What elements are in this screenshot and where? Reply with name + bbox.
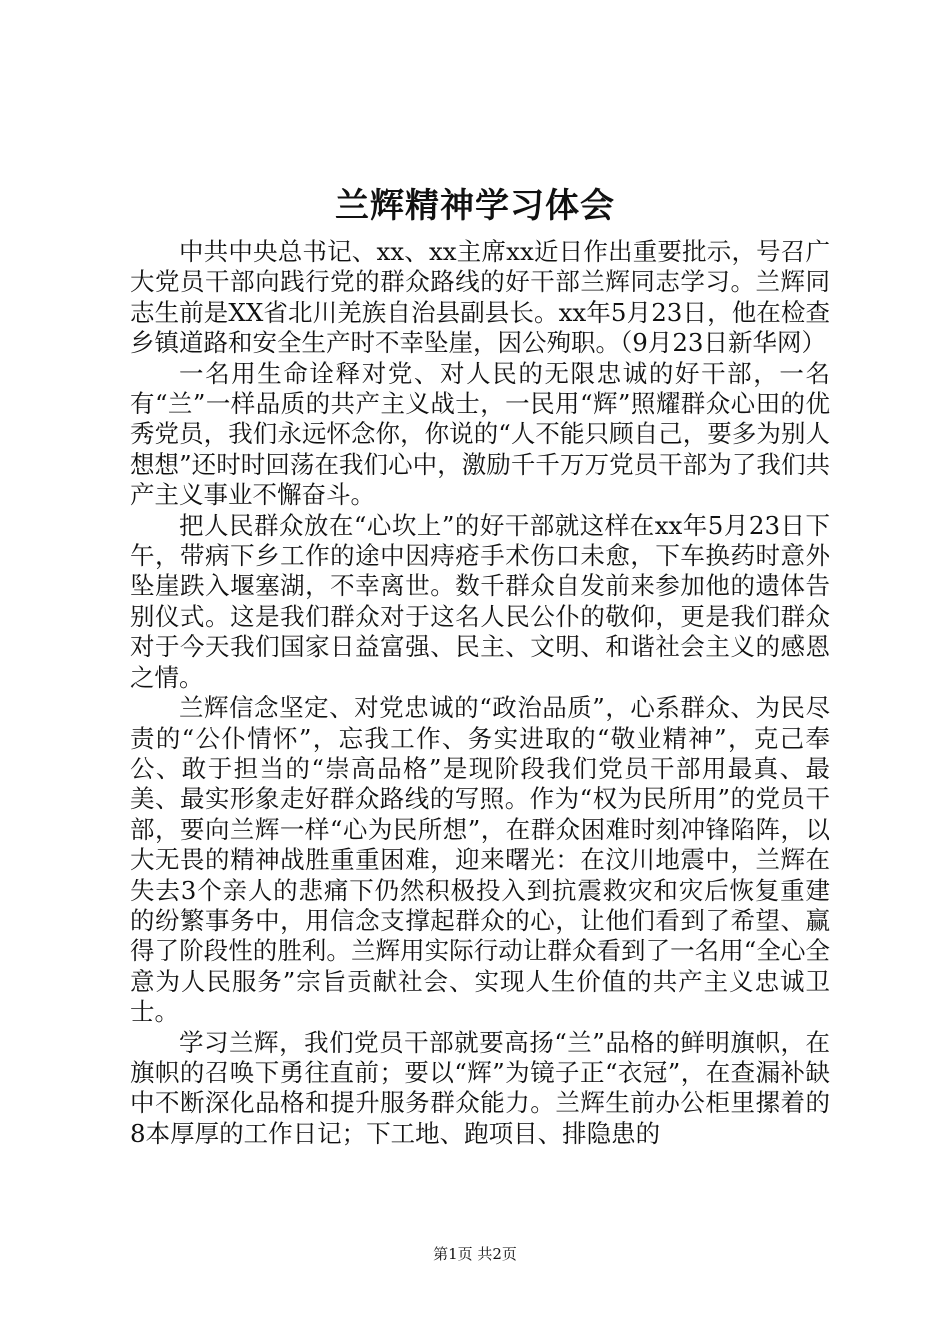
paragraph: 兰辉信念坚定、对党忠诚的“政治品质”，心系群众、为民尽责的“公仆情怀”，忘我工作、务实进取的“敬业精神”，克己奉公、敢于担当的“崇高品格”是现阶段我们党员干部用最真、最美、最实形象走好群众路线的写照。作为“权为民所用”的党员干部，要向兰辉一样“心为民所想”，在群众困难时刻冲锋陷阵，以大无畏的精神战胜重重困难，迎来曙光：在汶川地震中，兰辉在失去3个亲人的悲痛下仍然积极投入到抗震救灾和灾后恢复重建的纷繁事务中，用信念支撑起群众的心，让他们看到了希望、赢得了阶段性的胜利。兰辉用实际行动让群众看到了一名用“全心全意为人民服务”宗旨贡献社会、实现人生价值的共产主义忠诚卫士。 [130, 693, 830, 1027]
paragraph: 学习兰辉，我们党员干部就要高扬“兰”品格的鲜明旗帜，在旗帜的召唤下勇往直前；要以“辉”为镜子正“衣冠”，在查漏补缺中不断深化品格和提升服务群众能力。兰辉生前办公柜里摞着的8本厚厚的工作日记；下工地、跑项目、排隐患的 [130, 1027, 830, 1148]
document-title: 兰辉精神学习体会 [335, 186, 615, 226]
document-body [130, 237, 830, 1149]
paragraph: 一名用生命诠释对党、对人民的无限忠诚的好干部，一名有“兰”一样品质的共产主义战士，一民用“辉”照耀群众心田的优秀党员，我们永远怀念你，你说的“人不能只顾自己，要多为别人想想”还时时回荡在我们心中，激励千千万万党员干部为了我们共产主义事业不懈奋斗。 [130, 358, 830, 510]
paragraph: 中共中央总书记、xx、xx主席xx近日作出重要批示，号召广大党员干部向践行党的群众路线的好干部兰辉同志学习。兰辉同志生前是XX省北川羌族自治县副县长。xx年5月23日，他在检查乡镇道路和安全生产时不幸坠崖，因公殉职。（9月23日新华网） [130, 237, 830, 358]
page-footer: 第1页 共2页 [433, 1245, 517, 1263]
paragraph: 把人民群众放在“心坎上”的好干部就这样在xx年5月23日下午，带病下乡工作的途中因痔疮手术伤口未愈，下车换药时意外坠崖跌入堰塞湖，不幸离世。数千群众自发前来参加他的遗体告别仪式。这是我们群众对于这名人民公仆的敬仰，更是我们群众对于今天我们国家日益富强、民主、文明、和谐社会主义的感恩之情。 [130, 510, 830, 692]
